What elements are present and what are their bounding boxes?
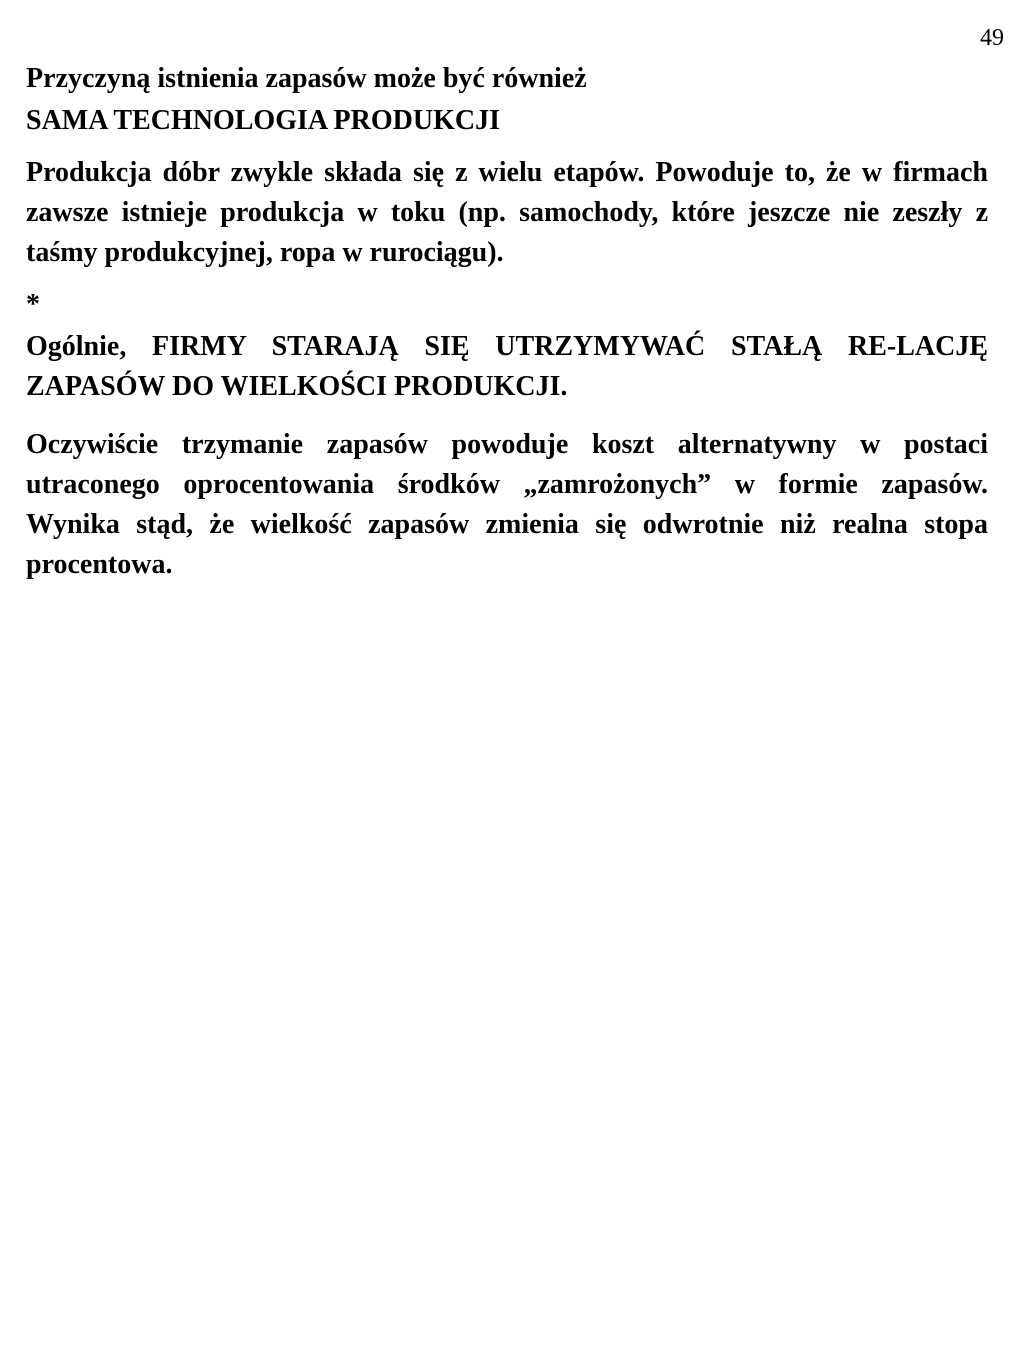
section-heading: SAMA TECHNOLOGIA PRODUKCJI — [26, 105, 500, 136]
page-number: 49 — [980, 25, 1004, 51]
paragraph-inventory-relation: Ogólnie, FIRMY STARAJĄ SIĘ UTRZYMYWAĆ STAŁĄ RE-LACJĘ ZAPASÓW DO WIELKOŚCI PRODUKCJI. — [26, 331, 988, 402]
intro-line: Przyczyną istnienia zapasów może być również — [26, 63, 587, 94]
paragraph-opportunity-cost: Oczywiście trzymanie zapasów powoduje koszt alternatywny w postaci utraconego oprocentowania środków „zamrożonych” w formie zapasów. Wynika stąd, że wielkość zapasów zmienia się odwrotnie niż realna stopa procentowa. — [26, 429, 988, 580]
document-body — [26, 59, 988, 585]
asterisk-separator: * — [26, 289, 40, 320]
paragraph-production-stages: Produkcja dóbr zwykle składa się z wielu etapów. Powoduje to, że w firmach zawsze istnieje produkcja w toku (np. samochody, które jeszcze nie zeszły z taśmy produkcyjnej, ropa w rurociągu). — [26, 157, 988, 268]
